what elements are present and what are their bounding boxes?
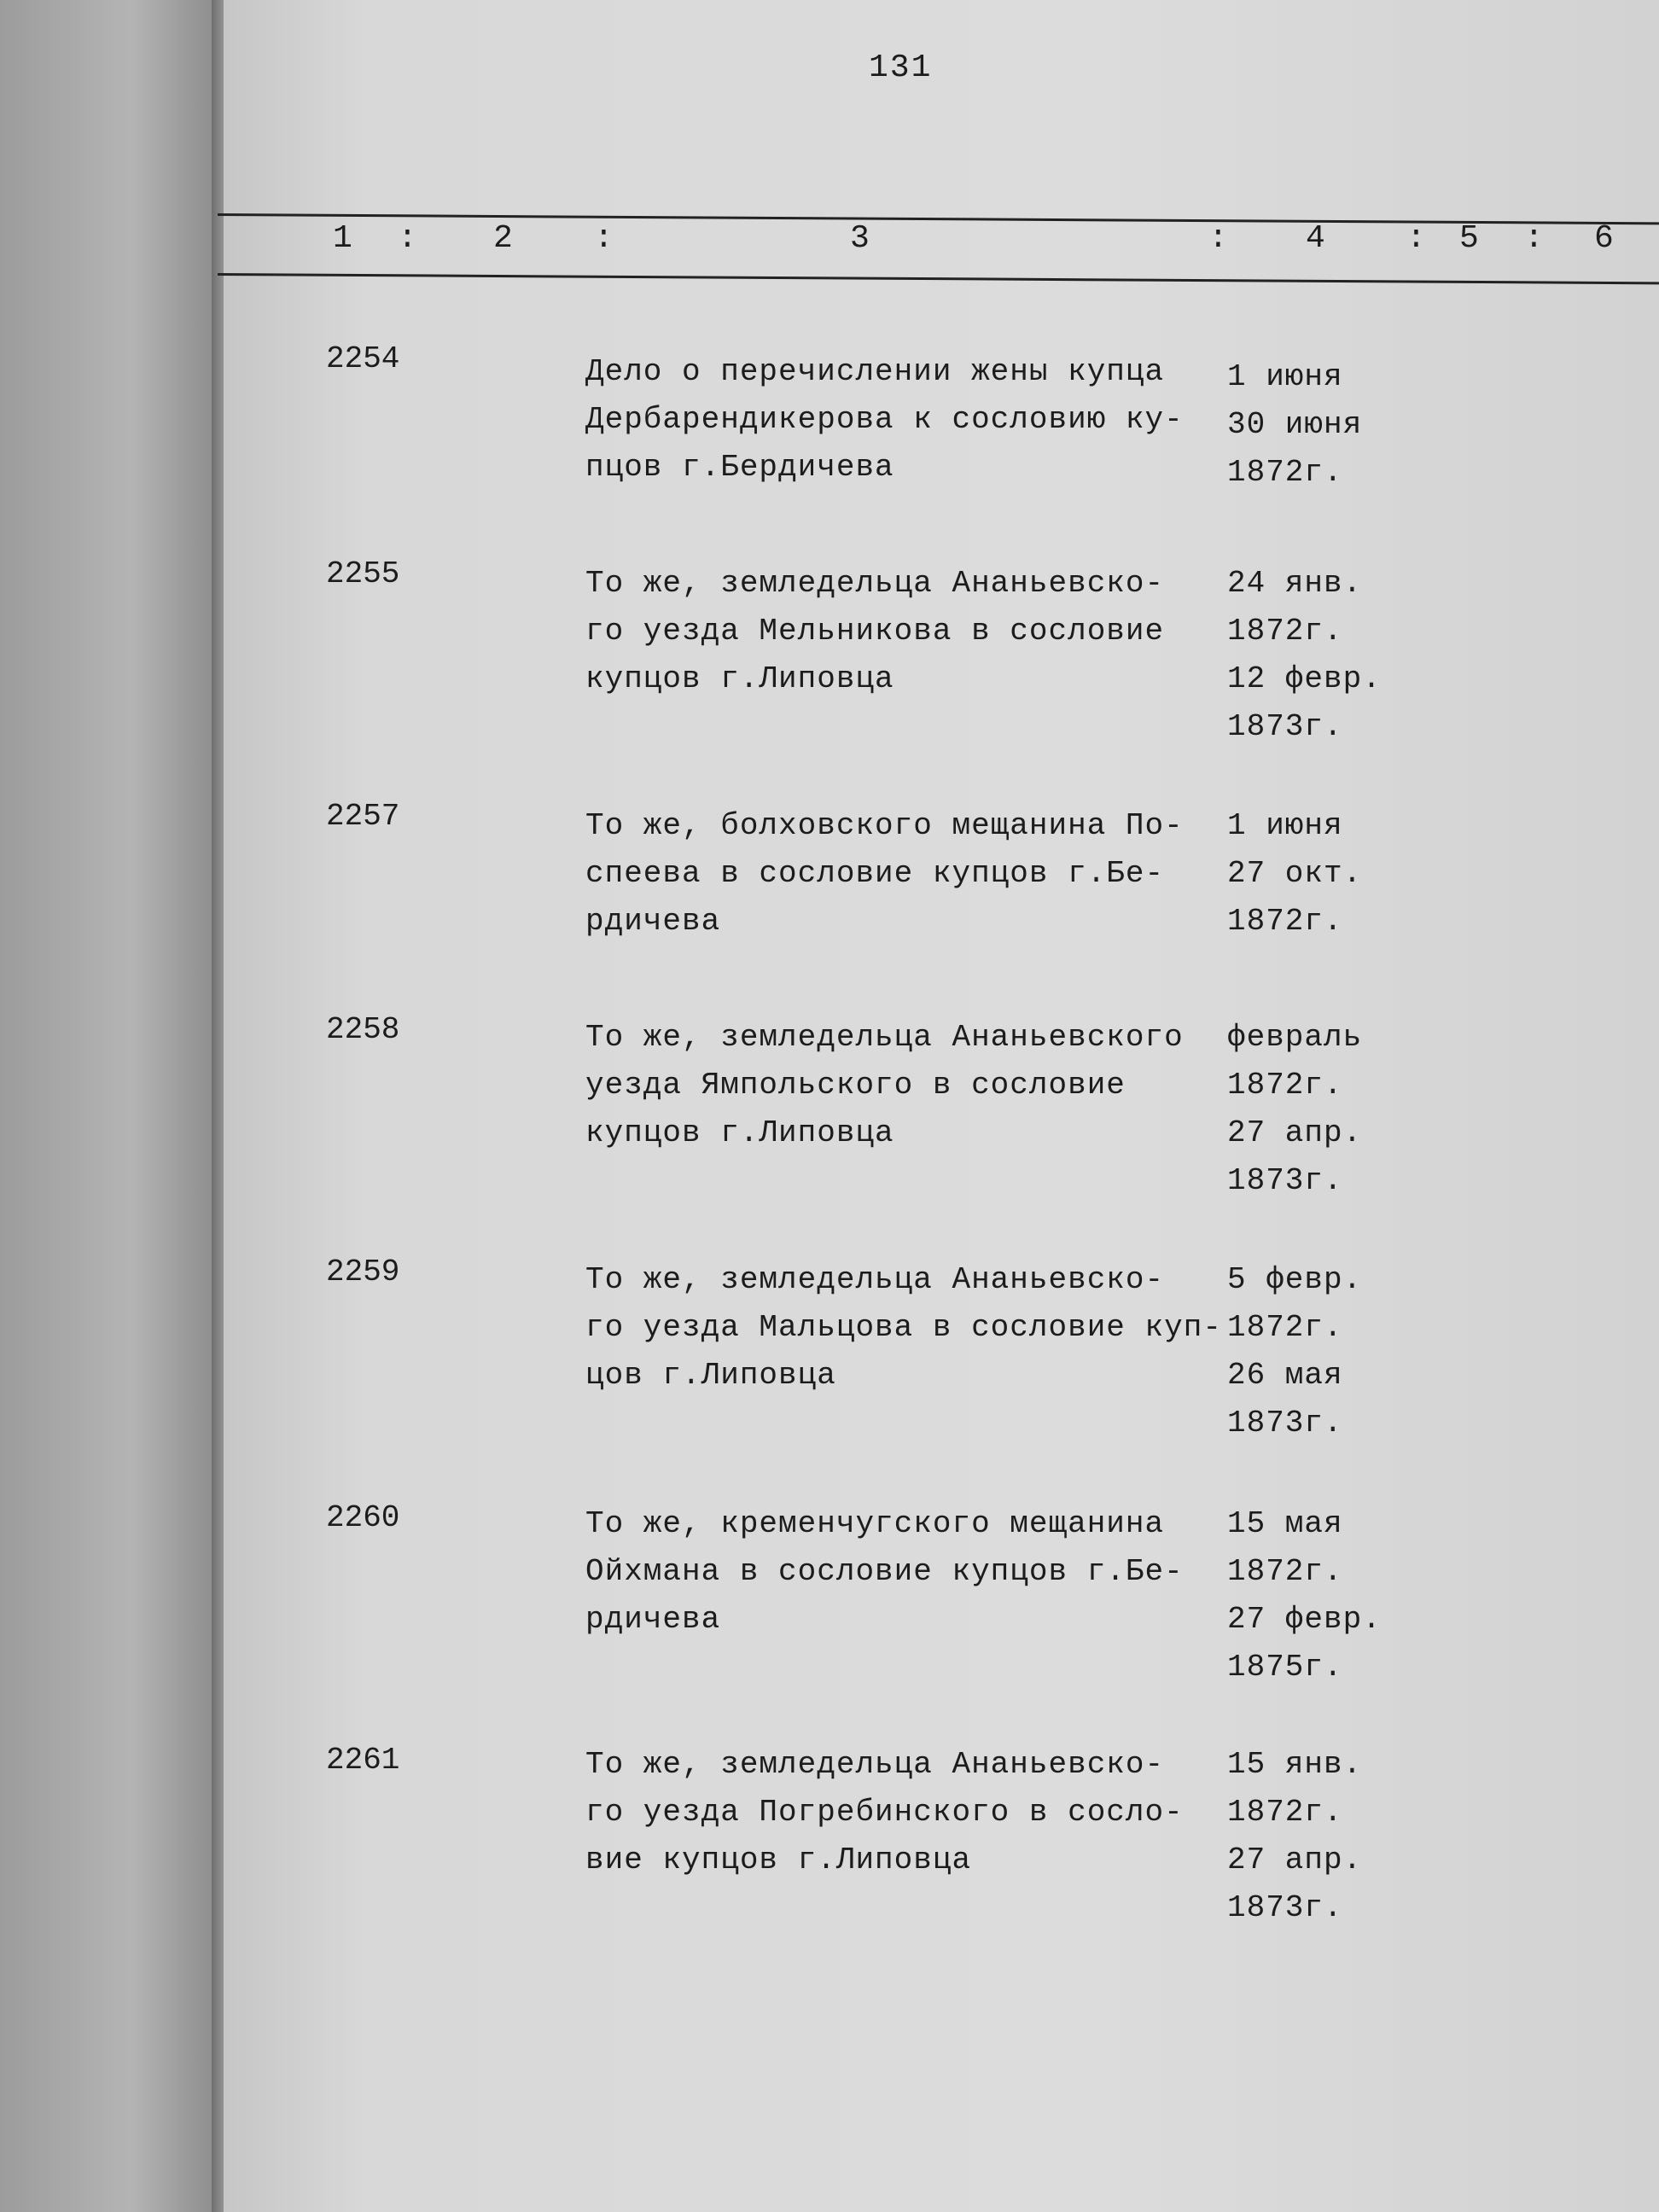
description-line: То же, земледельца Ананьевско- (585, 1747, 1165, 1782)
record-dates (1227, 353, 1398, 497)
date-line: 26 мая (1227, 1358, 1343, 1393)
book-spine (0, 0, 218, 2212)
record-dates (1227, 1741, 1398, 1932)
date-line: 5 февр. (1227, 1262, 1363, 1297)
description-line: То же, кременчугского мещанина (585, 1506, 1165, 1541)
record-number: 2260 (326, 1500, 400, 1535)
date-line: 15 мая (1227, 1506, 1343, 1541)
description-line: вие купцов г.Липовца (585, 1842, 972, 1877)
column-header-6: 6 (1594, 220, 1614, 257)
column-separator: : (1208, 220, 1228, 257)
record-number: 2254 (326, 341, 400, 376)
date-line: 1872г. (1227, 455, 1343, 490)
date-line: 1872г. (1227, 1554, 1343, 1589)
description-line: То же, земледельца Ананьевско- (585, 566, 1165, 601)
date-line: 27 апр. (1227, 1115, 1363, 1150)
record-description (585, 802, 1217, 946)
record-number: 2258 (326, 1012, 400, 1047)
date-line: 1873г. (1227, 1163, 1343, 1198)
date-line: 1873г. (1227, 709, 1343, 744)
record-number: 2261 (326, 1743, 400, 1778)
description-line: Ойхмана в сословие купцов г.Бе- (585, 1554, 1184, 1589)
column-header-1: 1 (333, 220, 352, 257)
column-header-3: 3 (850, 220, 870, 257)
page-number: 131 (869, 49, 933, 86)
column-separator: : (1406, 220, 1426, 257)
description-line: спеева в сословие купцов г.Бе- (585, 856, 1165, 891)
record-number: 2255 (326, 556, 400, 591)
date-line: 1 июня (1227, 808, 1343, 843)
description-line: Дело о перечислении жены купца (585, 354, 1165, 389)
description-line: То же, земледельца Ананьевского (585, 1020, 1184, 1055)
description-line: цов г.Липовца (585, 1358, 836, 1393)
description-line: Дербарендикерова к сословию ку- (585, 402, 1184, 437)
record-dates (1227, 1500, 1398, 1691)
column-header-4: 4 (1306, 220, 1325, 257)
date-line: 1873г. (1227, 1406, 1343, 1441)
record-dates (1227, 1256, 1398, 1447)
record-dates (1227, 802, 1398, 946)
date-line: 1872г. (1227, 904, 1343, 939)
date-line: 12 февр. (1227, 661, 1382, 696)
record-description (585, 1741, 1217, 1884)
date-line: февраль (1227, 1020, 1363, 1055)
date-line: 30 июня (1227, 407, 1363, 442)
date-line: 27 февр. (1227, 1602, 1382, 1637)
record-description (585, 1014, 1217, 1157)
description-line: го уезда Мальцова в сословие куп- (585, 1310, 1222, 1345)
description-line: рдичева (585, 904, 721, 939)
record-description (585, 1500, 1217, 1644)
date-line: 27 апр. (1227, 1842, 1363, 1877)
record-number: 2259 (326, 1254, 400, 1289)
date-line: 1872г. (1227, 614, 1343, 649)
column-separator: : (398, 220, 417, 257)
description-line: го уезда Мельникова в сословие (585, 614, 1165, 649)
record-description (585, 348, 1217, 492)
description-line: пцов г.Бердичева (585, 450, 894, 485)
date-line: 1872г. (1227, 1795, 1343, 1830)
description-line: купцов г.Липовца (585, 661, 894, 696)
description-line: То же, болховского мещанина По- (585, 808, 1184, 843)
column-header-2: 2 (493, 220, 513, 257)
column-header-5: 5 (1459, 220, 1479, 257)
description-line: купцов г.Липовца (585, 1115, 894, 1150)
description-line: уезда Ямпольского в сословие (585, 1068, 1126, 1103)
description-line: го уезда Погребинского в сосло- (585, 1795, 1184, 1830)
date-line: 1872г. (1227, 1068, 1343, 1103)
description-line: То же, земледельца Ананьевско- (585, 1262, 1165, 1297)
date-line: 1872г. (1227, 1310, 1343, 1345)
description-line: рдичева (585, 1602, 721, 1637)
record-description (585, 560, 1217, 703)
date-line: 1873г. (1227, 1890, 1343, 1925)
date-line: 24 янв. (1227, 566, 1363, 601)
column-separator: : (594, 220, 614, 257)
date-line: 27 окт. (1227, 856, 1363, 891)
date-line: 1 июня (1227, 359, 1343, 394)
date-line: 15 янв. (1227, 1747, 1363, 1782)
record-number: 2257 (326, 799, 400, 834)
record-description (585, 1256, 1222, 1400)
record-dates (1227, 560, 1398, 751)
column-separator: : (1524, 220, 1544, 257)
date-line: 1875г. (1227, 1650, 1343, 1685)
record-dates (1227, 1014, 1398, 1205)
